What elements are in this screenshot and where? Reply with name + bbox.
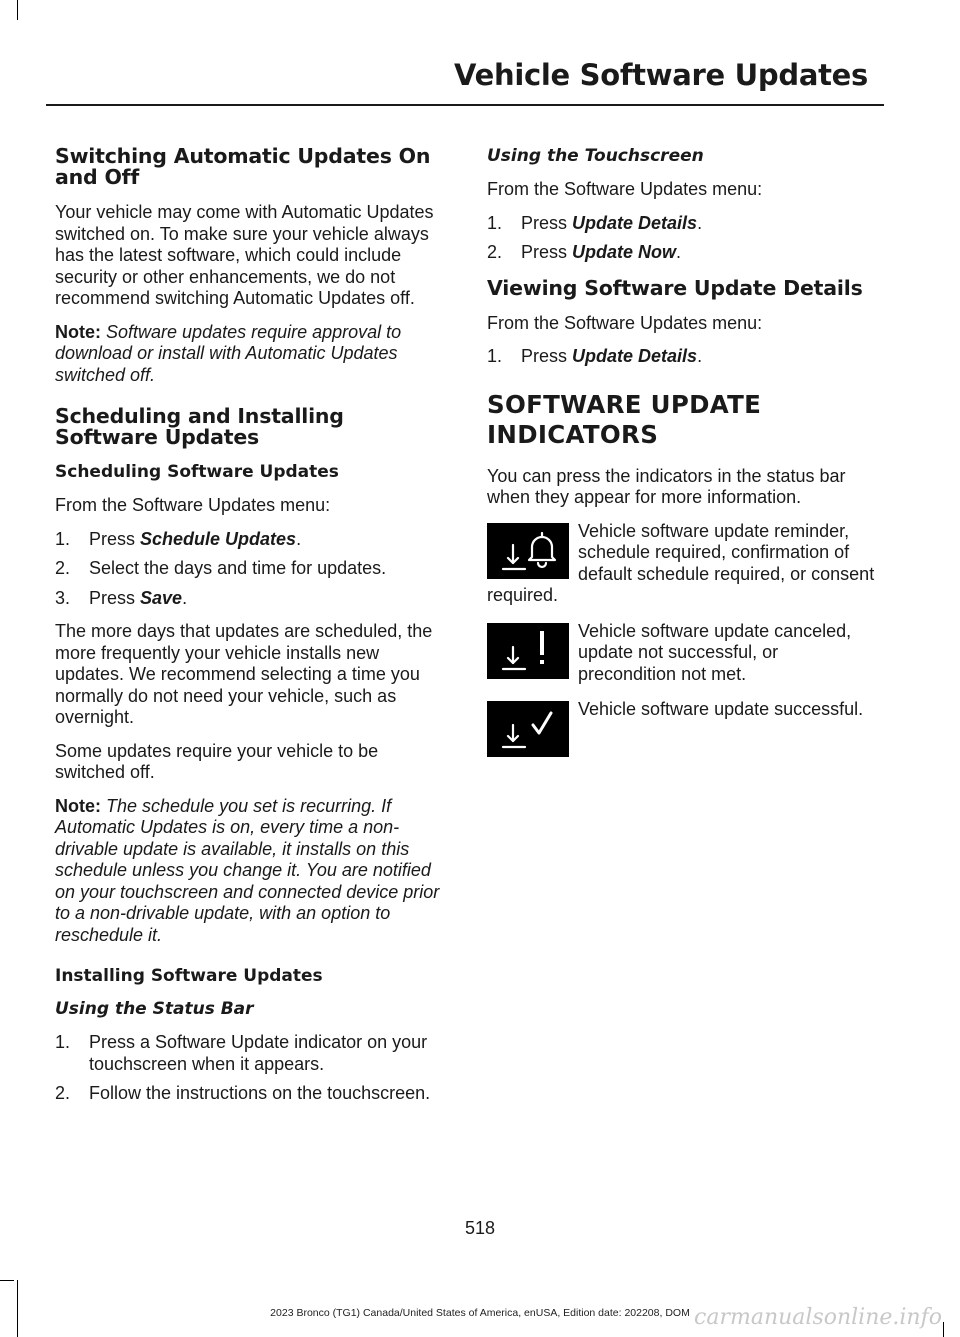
crop-mark-bottom-right [943, 1322, 944, 1337]
paragraph-indicators: You can press the indicators in the status bar when they appear for more information. [487, 465, 846, 507]
note-text: The schedule you set is recurring. If Automatic Updates is on, every time a non-drivable update is available, it installs on this schedule unless you change it. You are notified on your touchscreen and connected device prior to a non-drivable update, with an option to reschedule it. [55, 795, 440, 945]
paragraph-automatic-updates: Your vehicle may come with Automatic Updates switched on. To make sure your vehicle always has the latest software, which could include security or other enhancements, we do not recommend switching Automatic Updates off. [55, 202, 434, 308]
page-title: Vehicle Software Updates [454, 58, 868, 92]
list-item: 1. Press a Software Update indicator on your touchscreen when it appears. [55, 1032, 428, 1074]
view-steps [487, 346, 879, 368]
indicator-canceled [487, 621, 879, 686]
touchscreen-steps [487, 213, 879, 264]
header-divider [46, 104, 884, 106]
indicator-text: Vehicle software update successful. [578, 699, 864, 719]
download-check-icon [487, 701, 569, 757]
list-item: 2. Follow the instructions on the touchscreen. [55, 1083, 431, 1103]
list-item: 1. Press Update Details. [487, 212, 703, 233]
paragraph-from-menu: From the Software Updates menu: [487, 179, 763, 199]
crop-mark-bottom-left [0, 1280, 14, 1281]
list-item: 3. Press Save. [55, 587, 188, 608]
indicator-text: Vehicle software update reminder, schedule required, confirmation of default schedule required, or consent required. [487, 520, 875, 605]
right-column [487, 146, 879, 773]
paragraph-more-days: The more days that updates are scheduled, the more frequently your vehicle installs new updates. We recommend selecting a time you normally do not need your vehicle, such as overnight. [55, 621, 433, 727]
paragraph-from-menu-2: From the Software Updates menu: [487, 312, 763, 333]
list-item: 2. Press Update Now. [487, 242, 682, 262]
watermark: carmanualsonline.info [694, 1305, 942, 1330]
download-exclamation-icon [487, 623, 569, 679]
note-text: Software updates require approval to download or install with Automatic Updates switched off. [55, 321, 402, 385]
footer-edition: 2023 Bronco (TG1) Canada/United States of America, enUSA, Edition date: 202208, DOM [270, 1307, 690, 1319]
schedule-steps [55, 529, 447, 610]
paragraph-switched-off: Some updates require your vehicle to be switched off. [55, 740, 379, 782]
list-item: 1. Press Schedule Updates. [55, 528, 302, 549]
subheading-touchscreen: Using the Touchscreen [487, 146, 704, 166]
heading-scheduling-installing: Scheduling and Installing Software Updates [55, 404, 344, 449]
left-column [55, 146, 447, 1117]
page-number: 518 [464, 1218, 496, 1238]
crop-mark-top-left [17, 0, 18, 20]
note-approval [55, 322, 447, 387]
download-bell-icon [487, 523, 569, 579]
indicator-successful [487, 699, 879, 759]
note-label: Note: [55, 795, 101, 816]
list-item: 2. Select the days and time for updates. [55, 558, 387, 578]
heading-automatic-updates: Switching Automatic Updates On and Off [55, 144, 431, 189]
subheading-scheduling: Scheduling Software Updates [55, 462, 339, 482]
install-steps [55, 1032, 447, 1105]
note-label: Note: [55, 321, 101, 342]
heading-viewing-details: Viewing Software Update Details [487, 275, 863, 300]
heading-indicators: SOFTWARE UPDATE INDICATORS [487, 389, 762, 449]
list-item: 1. Press Update Details. [487, 346, 703, 366]
indicator-reminder [487, 521, 879, 607]
indicator-text: Vehicle software update canceled, update not successful, or precondition not met. [578, 620, 852, 684]
subheading-installing: Installing Software Updates [55, 966, 323, 986]
paragraph-from-menu: From the Software Updates menu: [55, 495, 331, 515]
subheading-status-bar: Using the Status Bar [55, 999, 254, 1019]
note-schedule [55, 796, 447, 947]
